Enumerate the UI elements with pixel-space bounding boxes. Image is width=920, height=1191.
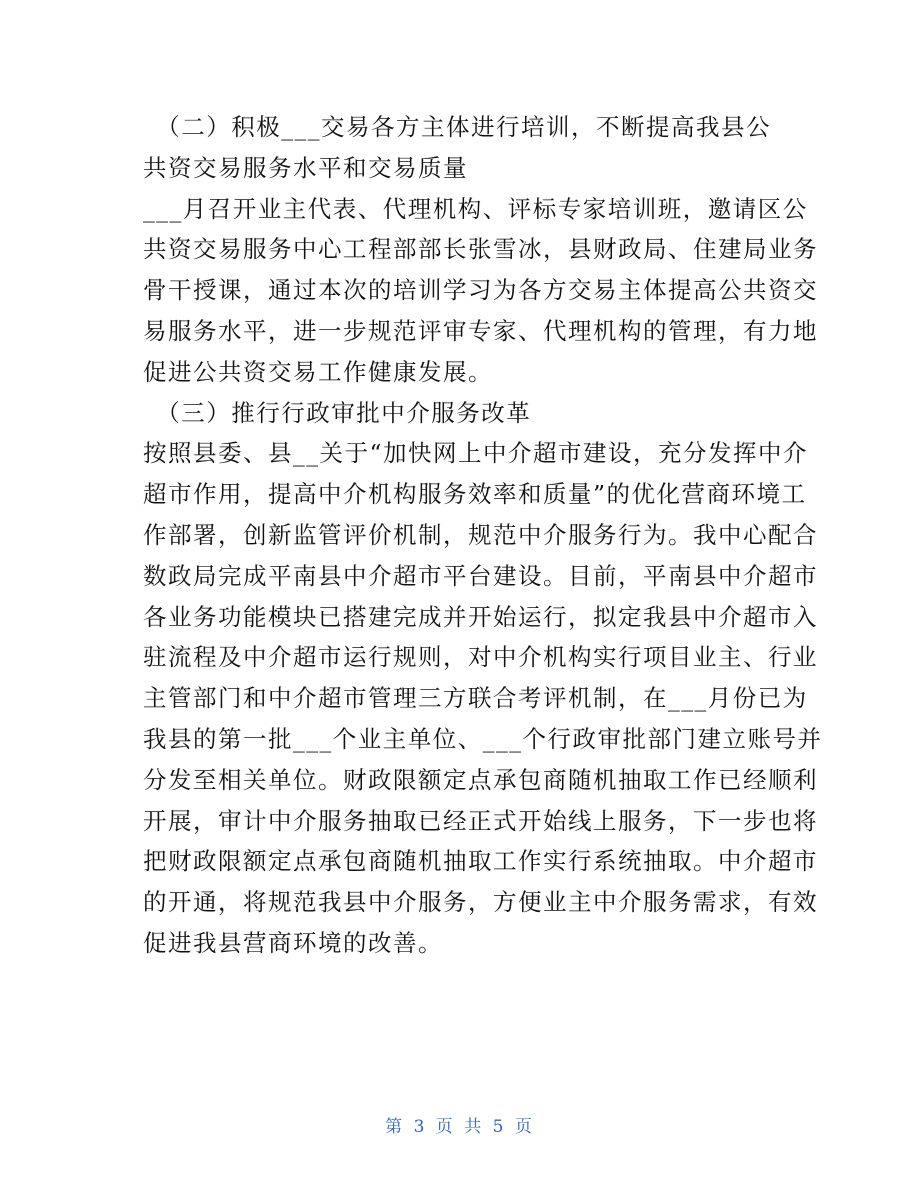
- text-line: 促进公共资交易工作健康发展。: [143, 357, 493, 386]
- text-line: 各业务功能模块已搭建完成并开始运行，拟定我县中介超市入: [143, 602, 818, 631]
- text-line: 把财政限额定点承包商随机抽取工作实行系统抽取。中介超市: [143, 847, 818, 876]
- text-line: 作部署，创新监管评价机制，规范中介服务行为。我中心配合: [143, 520, 818, 549]
- text-line: 共资交易服务中心工程部部长张雪冰，县财政局、住建局业务: [143, 235, 818, 264]
- text-line: 按照县委、县__关于“加快网上中介超市建设，充分发挥中介: [143, 439, 809, 468]
- text-line: 骨干授课，通过本次的培训学习为各方交易主体提高公共资交: [143, 276, 818, 305]
- document-body: [143, 107, 823, 964]
- text-line: 分发至相关单位。财政限额定点承包商随机抽取工作已经顺利: [143, 765, 818, 794]
- text-line: ___月召开业主代表、代理机构、评标专家培训班，邀请区公: [143, 194, 808, 223]
- text-line: 超市作用，提高中介机构服务效率和质量”的优化营商环境工: [143, 480, 807, 509]
- text-line: 促进我县营商环境的改善。: [143, 928, 443, 957]
- text-line: 的开通，将规范我县中介服务，方便业主中介服务需求，有效: [143, 888, 818, 917]
- section-heading: （三）推行行政审批中介服务改革: [143, 398, 532, 427]
- text-line: （二）积极___交易各方主体进行培训，不断提高我县公: [143, 113, 771, 141]
- text-line: 主管部门和中介超市管理三方联合考评机制，在___月份已为: [143, 684, 808, 713]
- text-line: 易服务水平，进一步规范评审专家、代理机构的管理，有力地: [143, 316, 818, 345]
- text-line: 我县的第一批___个业主单位、___个行政审批部门建立账号并: [143, 724, 823, 753]
- page-number: 第 3 页 共 5 页: [385, 1117, 535, 1137]
- text-line: 数政局完成平南县中介超市平台建设。目前，平南县中介超市: [143, 561, 818, 590]
- text-line: 共资交易服务水平和交易质量: [143, 153, 468, 182]
- text-line: 开展，审计中介服务抽取已经正式开始线上服务，下一步也将: [143, 806, 818, 835]
- text-line: 驻流程及中介超市运行规则，对中介机构实行项目业主、行业: [143, 643, 818, 672]
